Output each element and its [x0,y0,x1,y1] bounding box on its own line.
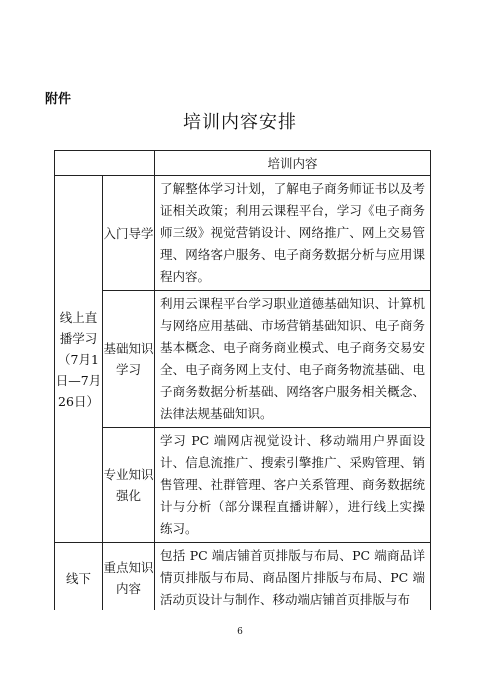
stage-online-cell: 线上直播学习（7月1日—7月26日） [55,176,103,543]
content-cell: 了解整体学习计划，了解电子商务师证书以及考证相关政策；利用云课程平台，学习《电子商务师三级》视觉营销设计、网络推广、网上交易管理、网络客户服务、电子商务数据分析与应用课程内容。 [155,176,431,291]
module-cell: 重点知识内容 [103,543,155,614]
content-cell: 学习 PC 端网店视觉设计、移动端用户界面设计、信息流推广、搜索引擎推广、采购管理、销售管理、社群管理、客户关系管理、商务数据统计与分析（部分课程直播讲解），进行线上实操练习。 [155,428,431,543]
module-cell: 基础知识学习 [103,291,155,428]
table-row [55,428,431,543]
stage-offline-cell: 线下 [55,543,103,614]
table-row [55,176,431,291]
content-cell: 利用云课程平台学习职业道德基础知识、计算机与网络应用基础、市场营销基础知识、电子商务基本概念、电子商务商业模式、电子商务交易安全、电子商务网上支付、电子商务物流基础、电子商务数据分析基础、网络客户服务相关概念、法律法规基础知识。 [155,291,431,428]
table-header-row [55,151,431,176]
header-empty-cell [55,151,155,176]
content-cell: 包括 PC 端店铺首页排版与布局、PC 端商品详情页排版与布局、商品图片排版与布局、PC 端活动页设计与制作、移动端店铺首页排版与布 [155,543,431,614]
training-schedule-table [54,150,431,614]
page-title: 培训内容安排 [183,112,297,133]
header-cell: 培训内容 [155,151,431,176]
table-row [55,543,431,614]
page-bottom-margin [0,610,480,683]
module-cell: 入门导学 [103,176,155,291]
page-number: 6 [237,627,243,637]
attachment-label: 附件 [45,92,72,107]
table-row [55,291,431,428]
module-cell: 专业知识强化 [103,428,155,543]
